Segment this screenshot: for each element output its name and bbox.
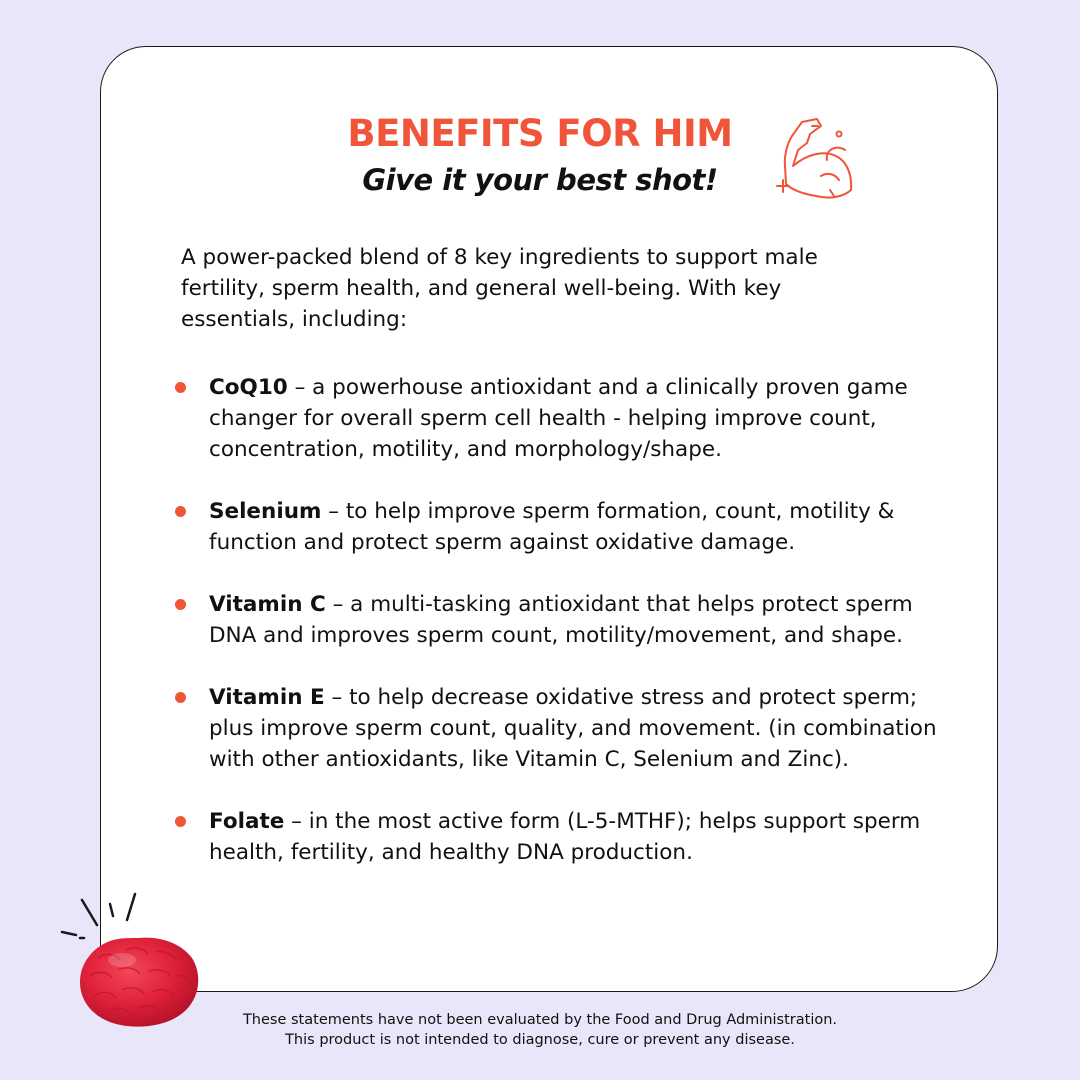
benefit-name: CoQ10 [209,375,288,400]
benefit-description: – to help decrease oxidative stress and protect sperm; plus improve sperm count, quality, and movement. (in combination with other antioxidants, like Vitamin C, Selenium and Zinc). [209,685,937,772]
benefit-item [170,589,940,651]
bullet-dot [175,506,186,517]
disclaimer-line-1: These statements have not been evaluated by the Food and Drug Administration. [242,1012,838,1028]
disclaimer-line-2: This product is not intended to diagnose, cure or prevent any disease. [285,1032,795,1048]
benefit-name: Vitamin C [209,592,326,617]
tagline: Give it your best shot! [362,163,718,197]
benefit-name: Vitamin E [209,685,325,710]
bullet-dot [175,692,186,703]
benefit-description: – a powerhouse antioxidant and a clinically proven game changer for overall sperm cell health - helping improve count, concentration, motility, and morphology/shape. [209,375,908,462]
gummy-image [60,880,210,1030]
benefit-item [170,806,940,868]
benefit-item [170,496,940,558]
benefit-name: Folate [209,809,285,834]
benefit-item [170,682,940,775]
benefit-item [170,372,940,465]
bullet-dot [175,816,186,827]
benefit-description: – to help improve sperm formation, count, motility & function and protect sperm against oxidative damage. [209,499,895,555]
fda-disclaimer [0,1010,1080,1050]
benefit-description: – a multi-tasking antioxidant that helps protect sperm DNA and improves sperm count, motility/movement, and shape. [209,592,913,648]
benefits-list [170,372,940,899]
flexed-bicep-icon [772,112,856,204]
bullet-dot [175,382,186,393]
benefit-description: – in the most active form (L-5-MTHF); helps support sperm health, fertility, and healthy DNA production. [209,809,921,865]
benefit-name: Selenium [209,499,322,524]
intro-text: A power-packed blend of 8 key ingredients to support male fertility, sperm health, and general well-being. With key essentials, including: [181,245,818,332]
page-title: BENEFITS FOR HIM [347,112,733,155]
bullet-dot [175,599,186,610]
